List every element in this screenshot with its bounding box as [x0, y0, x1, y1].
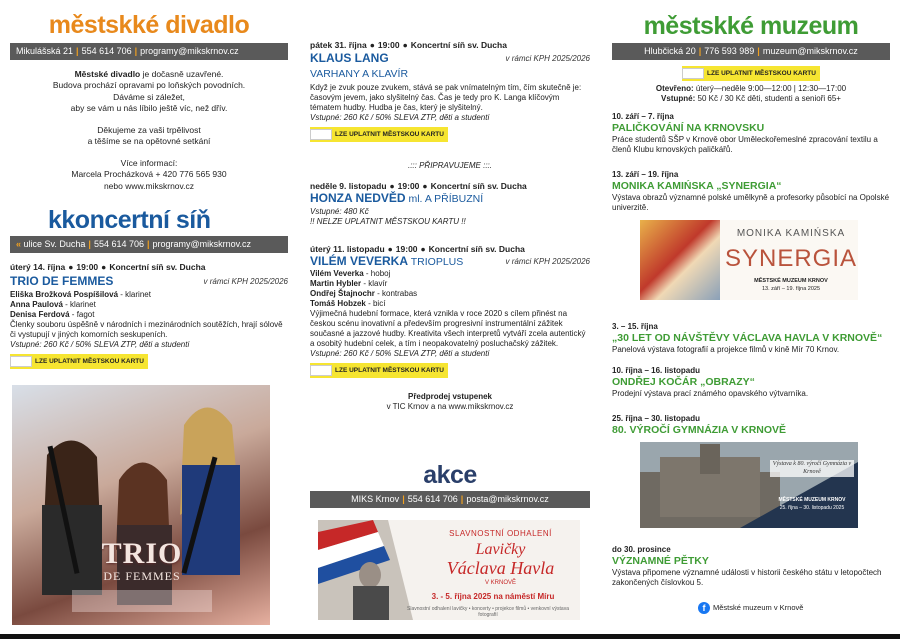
divadlo-line: aby se vám u nás líbilo ještě víc, než dřív.	[70, 103, 228, 114]
divadlo-thanks: a těšíme se na opětovné setkání	[87, 136, 211, 147]
city-card-badge: LZE UPLATNIT MĚSTSKOU KARTU	[310, 363, 448, 378]
divadlo-email[interactable]: programy@mikskrnov.cz	[140, 46, 239, 56]
synergia-poster	[640, 220, 858, 300]
exhibit-title: MONIKA KAMIŃSKA „SYNERGIA“	[612, 180, 782, 192]
card-logo-icon	[310, 129, 332, 140]
banner-foot: Slavnostní odhalení lavičky • koncerty • projekce filmů • venkovní výstava fotografií	[407, 606, 569, 619]
event-price: Vstupné: 260 Kč / 50% SLEVA ZTP, děti a studenti	[310, 112, 490, 122]
divadlo-info-contact: Marcela Procházková + 420 776 565 930	[71, 169, 227, 180]
exhibit-title: 80. VÝROČÍ GYMNÁZIA V KRNOVĚ	[612, 424, 787, 436]
performer-role: fagot	[76, 309, 95, 319]
city-card-badge: LZE UPLATNIT MĚSTSKOU KARTU	[310, 127, 448, 142]
muzeum-contact-bar: Hlubčická 20 | 776 593 989 | muzeum@mikskrnov.cz	[612, 43, 890, 60]
presale-info: Předprodej vstupenek v TIC Krnov a na www.mikskrnov.cz	[386, 392, 514, 412]
poster-credits	[72, 590, 212, 612]
exhibit-item	[612, 112, 890, 155]
synergia-art	[640, 220, 720, 300]
performer-name: Ondřej Štajnochr	[310, 289, 375, 299]
sin-email[interactable]: programy@mikskrnov.cz	[152, 239, 252, 249]
performer-name: Martin Hybler	[310, 279, 362, 289]
trio-poster-art	[12, 385, 270, 625]
event-title: TRIO DE FEMMES	[10, 273, 114, 288]
facebook-link[interactable]: f Městské muzeum v Krnově	[698, 602, 803, 614]
exhibit-date: 10. září – 7. října	[612, 112, 674, 121]
event-title: HONZA NEDVĚD	[310, 191, 406, 206]
program-column	[310, 40, 590, 412]
exhibit-title: VÝZNAMNÉ PĚTKY	[612, 555, 709, 567]
event-desc: Členky souboru úspěšně v národních i mezinárodních soutěžích, hrají sólově či vystupují v jiných komorních seskupeních.	[10, 319, 283, 339]
akce-contact-bar: MIKS Krnov | 554 614 706 | posta@mikskrnov.cz	[310, 491, 590, 508]
exhibit-desc: Výstava připomene významné události v historii českého státu v letopočtech zakončených číslovkou 5.	[612, 568, 882, 588]
event-subtitle: VARHANY A KLAVÍR	[310, 67, 409, 80]
poster-title: TRIO	[101, 537, 183, 570]
card-logo-icon	[310, 365, 332, 376]
performer-name: Eliška Brožková Pospíšilová	[10, 289, 119, 299]
banner-line1: SLAVNOSTNÍ ODHALENÍ	[449, 529, 552, 538]
performer-name: Vilém Veverka	[310, 269, 364, 279]
poster-org: MĚSTSKÉ MUZEUM KRNOV	[778, 497, 846, 503]
poster-dates: 13. září – 19. října 2025	[761, 286, 821, 292]
event-kph: v rámci KPH 2025/2026	[505, 53, 590, 63]
exhibit-title: „30 LET OD NÁVŠTĚVY VÁCLAVA HAVLA V KRNOVĚ“	[612, 332, 883, 344]
exhibit-date: 3. – 15. října	[612, 322, 658, 331]
event-desc: Výjimečná hudební formace, která vznikla v roce 2020 s cílem přinést na českou scénu inovativní a především progresivní instrumentální zážitek současné a jazzové hudby. Kreativita všech interpretů vytváří zcela autentický a osobitý hudební celek, a tím i neopakovatelný posluchačský zážitek.	[310, 309, 586, 349]
performer-name: Denisa Ferdová	[10, 309, 70, 319]
poster-dates: 25. října – 30. listopadu 2025	[779, 505, 845, 511]
event-price: Vstupné: 260 Kč / 50% SLEVA ZTP, děti a studenti	[310, 349, 490, 359]
akce-brand: akce	[423, 461, 477, 489]
exhibit-date: 10. října – 16. listopadu	[612, 366, 701, 375]
divadlo-info-web[interactable]: nebo www.mikskrnov.cz	[103, 180, 195, 191]
event-place: Koncertní síň sv. Ducha	[109, 262, 206, 272]
exhibit-date: 13. září – 19. října	[612, 170, 679, 179]
klaus-event	[310, 40, 590, 142]
divadlo-intro-rest: je dočasně uzavřené.	[140, 69, 224, 79]
gymnazium-poster	[640, 442, 858, 528]
exhibit-item	[612, 322, 890, 355]
exhibit-item	[612, 414, 890, 437]
exhibit-desc: Výstava obrazů významné polské umělkyně a profesorky působící na Opolské univerzitě.	[612, 193, 890, 213]
sin-brand: kkoncertní síň	[48, 206, 211, 234]
divadlo-intro-bold: Městské divadlo	[74, 69, 141, 79]
muzeum-hours: Otevřeno: úterý—neděle 9:00—12:00 | 12:30—17:00 Vstupné: 50 Kč / 30 Kč děti, studenti a senioři 65+	[655, 84, 847, 103]
sin-address: ulice Sv. Ducha	[23, 239, 86, 249]
exhibit-desc: Panelová výstava fotografií a projekce filmů v kině Mír 70 Krnov.	[612, 345, 840, 355]
poster-title: SYNERGIA	[724, 245, 858, 272]
exhibit-date: do 30. prosince	[612, 545, 671, 554]
banner-date: 3. - 5. října 2025 na náměstí Míru	[431, 592, 555, 601]
event-desc: Když je zvuk pouze zvukem, stává se pak vnímatelným tím, čím skutečně je: časovým jevem, jako slyšitelný čas. Čas je tedy pro K. Langa klíčovým tématem hudby. Hudba je čas, který je slyšitelný.	[310, 82, 582, 112]
divadlo-line: Budova prochází opravami po loňských povodních.	[52, 80, 246, 91]
city-card-badge: LZE UPLATNIT MĚSTSKOU KARTU	[682, 66, 820, 81]
banner-line2: Lavičky	[475, 541, 526, 558]
muzeum-brand: městskké muzeum	[643, 12, 859, 40]
performer-role: klarinet	[125, 289, 151, 299]
event-kph: v rámci KPH 2025/2026	[203, 276, 288, 286]
event-price: Vstupné: 480 Kč	[310, 206, 369, 216]
sin-phone: 554 614 706	[93, 239, 144, 249]
poster-subtitle: DE FEMMES	[103, 569, 181, 583]
exhibit-date: 25. října – 30. listopadu	[612, 414, 701, 423]
event-title: VILÉM VEVERKA	[310, 254, 409, 269]
banner-line3: Václava Havla	[446, 558, 555, 578]
performer-name: Tomáš Hobzek	[310, 299, 366, 309]
banner-line4: V KRNOVĚ	[484, 580, 516, 586]
divadlo-phone: 554 614 706	[81, 46, 132, 56]
poster-text: Výstava k 80. výročí Gymnázia v Krnově	[770, 460, 854, 477]
performer-name: Anna Paulová	[10, 299, 63, 309]
divadlo-column	[10, 0, 288, 583]
event-header: pátek 31. října ● 19:00 ● Koncertní síň sv. Ducha	[310, 40, 507, 50]
event-note: !! NELZE UPLATNIT MĚSTSKOU KARTU !!	[310, 216, 466, 226]
event-title: KLAUS LANG	[310, 50, 389, 65]
akce-section	[310, 460, 590, 508]
prepare-label: .::: PŘIPRAVUJEME :::.	[407, 160, 493, 170]
divadlo-thanks: Děkujeme za vaši trpělivost	[97, 124, 201, 135]
exhibit-desc: Práce studentů SŠP v Krnově obor Uměleckořemeslné zpracování textilu a členů Klubu krnovských paličkářů.	[612, 135, 878, 155]
card-logo-icon	[10, 356, 32, 367]
honza-event: neděle 9. listopadu ● 19:00 ● Koncertní síň sv. Ducha HONZA NEDVĚD ml. A PŘÍBUZNÍ Vstupné: 480 Kč !! NELZE UPLATNIT MĚSTSKOU KARTU !!	[310, 181, 590, 227]
exhibit-desc: Prodejní výstava prací známého opavského výtvarníka.	[612, 389, 809, 399]
bottom-border	[0, 634, 900, 639]
trio-poster	[12, 385, 270, 625]
poster-org: MĚSTSKÉ MUZEUM KRNOV	[754, 278, 828, 284]
city-card-badge: LZE UPLATNIT MĚSTSKOU KARTU	[10, 354, 148, 369]
event-time: 19:00	[76, 262, 99, 272]
performer-role: klarinet	[70, 299, 96, 309]
exhibit-item	[612, 366, 890, 399]
poster-artist: MONIKA KAMIŃSKA	[736, 228, 846, 239]
divadlo-contact-bar: Mikulášská 21 | 554 614 706 | programy@mikskrnov.cz	[10, 43, 288, 60]
muzeum-column	[612, 0, 890, 613]
sin-contact-bar: « ulice Sv. Ducha | 554 614 706 | programy@mikskrnov.cz	[10, 236, 288, 253]
event-price: Vstupné: 260 Kč / 50% SLEVA ZTP, děti a studenti	[10, 339, 190, 349]
divadlo-info-label: Více informací:	[120, 157, 178, 168]
divadlo-line: Dáváme si záležet,	[113, 91, 185, 102]
trio-event: úterý 14. října ● 19:00 ● Koncertní síň sv. Ducha v rámci KPH 2025/2026 TRIO DE FEMMES Eliška Brožková Pospíšilová - klarinet Anna Paulová - klarinet Denisa Ferdová - fagot Členky souboru úspěšně v národních i mezinárodních soutěžích, hrají sólově či vystupují v jiných komorních seskupeních. Vstupné: 260 Kč / 50% SLEVA ZTP, děti a studenti LZE UPLATNIT MĚSTSKOU KARTU	[10, 262, 288, 369]
event-header: úterý 14. října ● 19:00 ● Koncertní síň sv. Ducha	[10, 262, 206, 272]
card-logo-icon	[682, 68, 704, 79]
exhibit-title: PALIČKOVÁNÍ NA KRNOVSKU	[612, 122, 765, 134]
havel-bench-banner	[318, 520, 580, 620]
exhibit-item	[612, 545, 890, 588]
facebook-icon: f	[698, 602, 710, 614]
exhibit-item	[612, 170, 890, 213]
gymnazium-art	[640, 442, 858, 528]
event-date: úterý 14. října	[10, 262, 66, 272]
exhibit-title: ONDŘEJ KOČÁR „OBRAZY“	[612, 376, 755, 388]
vilem-event: úterý 11. listopadu ● 19:00 ● Koncertní síň sv. Ducha v rámci KPH 2025/2026 VILÉM VEVERKA TRIOPLUS Vilém Veverka - hoboj Martin Hybler - klavír Ondřej Štajnochr - kontrabas Tomáš Hobzek - bicí Výjimečná hudební formace, která vznikla v roce 2020 s cílem přinést na českou scénu inovativní a především progresivní instrumentální zážitek současné a jazzové hudby. Kreativita všech interpretů vytváří zcela autentický a osobitý hudební celek, a tím i neopakovatelný posluchačský zážitek. Vstupné: 260 Kč / 50% SLEVA ZTP, děti a studenti LZE UPLATNIT MĚSTSKOU KARTU	[310, 244, 590, 379]
divadlo-notice	[10, 69, 288, 192]
divadlo-brand: městskké divadlo	[48, 11, 250, 39]
divadlo-address: Mikulášská 21	[16, 46, 74, 56]
